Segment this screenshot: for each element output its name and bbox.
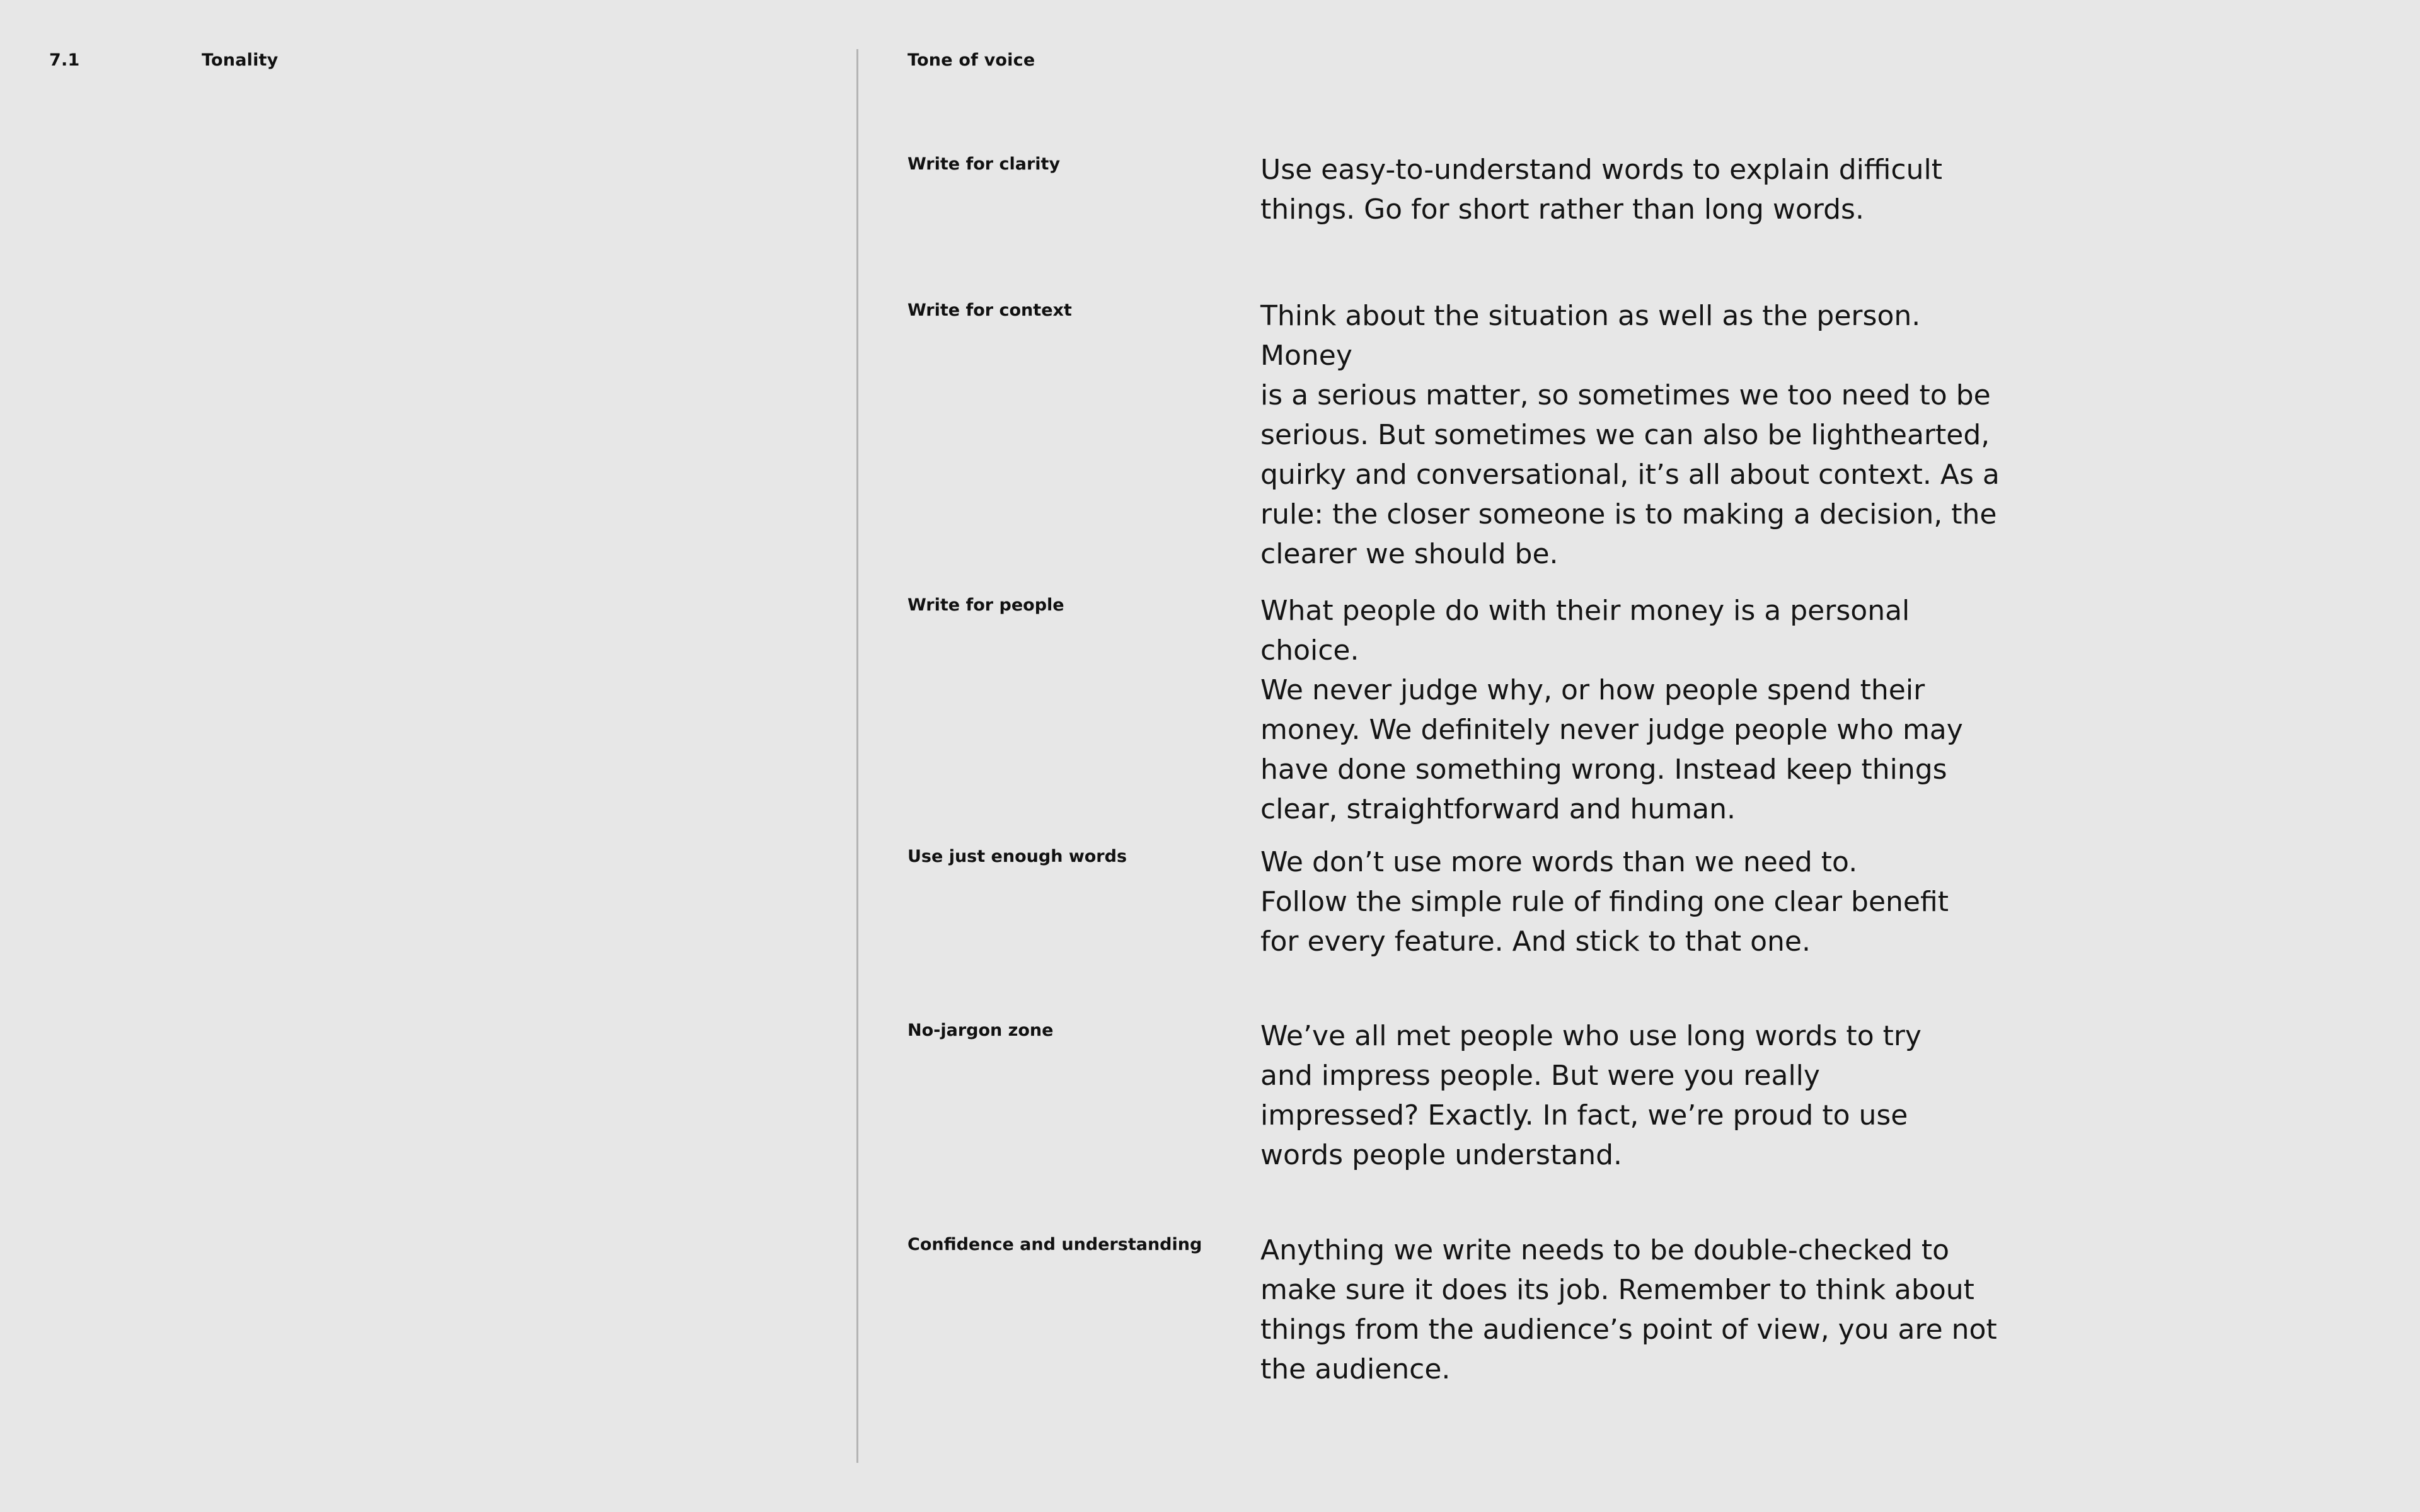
principle-label: No-jargon zone <box>908 1021 1054 1040</box>
principle-text: Anything we write needs to be double-checked to make sure it does its job. Remember to think about things from the audience’s point of view, you are not the audience. <box>1260 1234 1997 1385</box>
principle-label: Use just enough words <box>908 847 1127 866</box>
principle-label: Write for people <box>908 595 1064 615</box>
principle-label: Confidence and understanding <box>908 1235 1202 1254</box>
section-number: 7.1 <box>49 50 80 70</box>
vertical-divider <box>856 49 858 1463</box>
principle-label: Write for clarity <box>908 154 1061 174</box>
principle-text: We don’t use more words than we need to. Follow the simple rule of finding one clear benefit for every feature. And stick to that one. <box>1260 846 1949 958</box>
principle-label: Write for context <box>908 301 1072 320</box>
principle-text: We’ve all met people who use long words to try and impress people. But were you really impressed? Exactly. In fact, we’re proud to use words people understand. <box>1260 1020 1922 1171</box>
principle-text: Think about the situation as well as the person. Money is a serious matter, so sometimes we too need to be serious. But sometimes we can also be lighthearted, quirky and conversational, it’s all about context. As a rule: the closer someone is to making a decision, the clearer we should be. <box>1260 300 2000 570</box>
section-title: Tonality <box>202 50 279 70</box>
page-subtitle: Tone of voice <box>908 50 1035 70</box>
principle-text: Use easy-to-understand words to explain difficult things. Go for short rather than long words. <box>1260 154 1942 226</box>
principle-text: What people do with their money is a personal choice. We never judge why, or how people spend their money. We definitely never judge people who may have done something wrong. Instead keep things clear, straightforward and human. <box>1260 595 1963 825</box>
